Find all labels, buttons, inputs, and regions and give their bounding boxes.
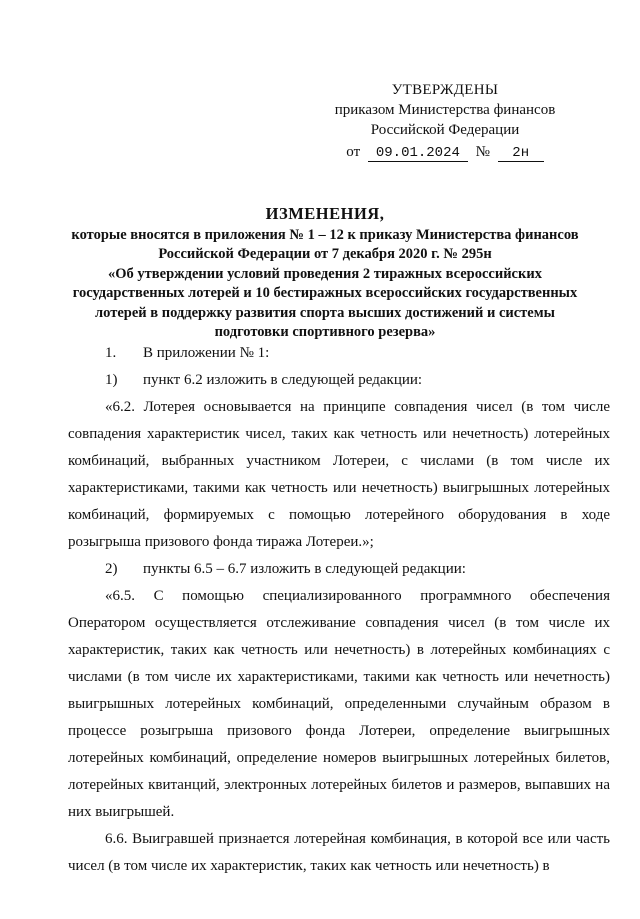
approval-number: 2н [498,145,544,162]
date-prefix: от [346,144,361,160]
subitem-1-text: пункт 6.2 изложить в следующей редакции: [143,372,423,388]
approval-dateline [300,142,590,162]
paragraph-6-6: 6.6. Выигравшей признается лотерейная комбинация, в которой все или часть чисел (в том числе их характеристик, таких как четность или нечетность) в [68,831,610,874]
paragraph-6-5: «6.5. С помощью специализированного программного обеспечения Оператором осуществляется отслеживание совпадения чисел (в том числе их характеристик, таких как четность или нечетность) в лотерейных комбинациях с числами (в том числе их характеристиками, такими как четность или нечетность) выигрышных лотерейных комбинаций, определенными случайным образом в процессе розыгрыша призового фонда Лотереи, определение выигрышных лотерейных комбинаций, определение номеров выигрышных лотерейных билетов, лотерейных квитанций, электронных лотерейных билетов и размеров, выпавших на них выигрышей. [68,588,610,820]
title-line-1: которые вносятся в приложения № 1 – 12 к приказу Министерства финансов [71,226,579,243]
title-line-6: подготовки спортивного резерва» [214,324,436,340]
title-line-5: лотерей в поддержку развития спорта высших достижений и системы [95,304,555,321]
subitem-1-number: 1) [105,372,118,388]
title-line-2: Российской Федерации от 7 декабря 2020 г. № 295н [158,246,492,262]
item-1 [68,340,610,367]
title-main: ИЗМЕНЕНИЯ, [265,204,385,223]
item-1-number: 1. [105,345,117,361]
approval-heading: УТВЕРЖДЕНЫ [391,82,499,98]
approval-date: 09.01.2024 [368,145,468,162]
approval-stamp [300,80,590,162]
number-prefix: № [475,144,490,160]
subitem-2-text: пункты 6.5 – 6.7 изложить в следующей редакции: [143,561,466,577]
subitem-2-number: 2) [105,561,118,577]
approval-line-2: Российской Федерации [370,122,520,138]
paragraph-6-2: «6.2. Лотерея основывается на принципе совпадения чисел (в том числе совпадения характеристик чисел, таких как четность или нечетность) лотерейных комбинаций, выбранных участником Лотереи, с числами (в том числе их характеристиками, такими как четность или нечетность) выигрышных лотерейных комбинаций, формируемых с помощью лотерейного оборудования в ходе розыгрыша призового фонда тиража Лотереи.»; [68,399,610,550]
subitem-1 [68,367,610,394]
title-line-3: «Об утверждении условий проведения 2 тиражных всероссийских [108,265,542,282]
item-1-text: В приложении № 1: [143,345,270,361]
title-line-4: государственных лотерей и 10 бестиражных всероссийских государственных [72,285,578,301]
document-title [40,204,610,343]
subitem-2 [68,556,610,583]
approval-line-1: приказом Министерства финансов [334,102,556,118]
document-body [68,340,610,880]
